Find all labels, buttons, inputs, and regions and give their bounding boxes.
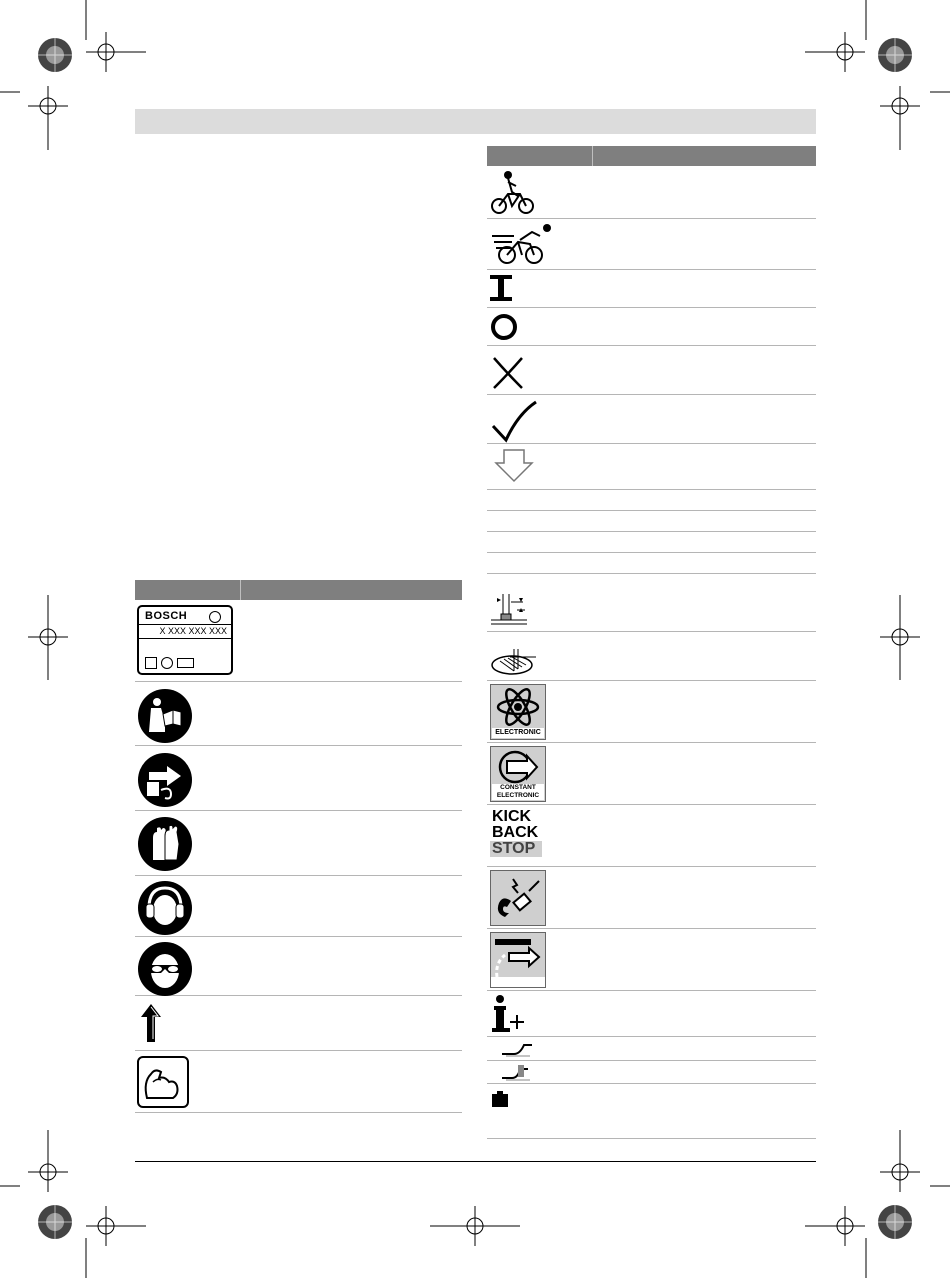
constant-label-line1: CONSTANT [500,784,536,791]
guide-rail-icon [490,932,546,988]
type-plate-ce-mark [209,611,221,623]
weight-icon [491,1090,509,1108]
arrow-down-icon [494,449,534,483]
read-manual-icon [137,688,193,744]
switch-on-icon [490,275,512,301]
gloves-icon [137,816,193,872]
allowed-icon [490,400,538,444]
constant-label-line2: ELECTRONIC [496,792,540,799]
constant-electronic-badge-icon [490,746,546,802]
unplug-icon [137,752,193,808]
arrow-up-icon [140,1003,162,1043]
type-plate-icon [137,605,233,675]
left-table-header [135,580,462,600]
type-plate-number: X XXX XXX XXX [159,626,227,636]
kick-label: KICK [492,808,532,825]
footer-rule [135,1161,816,1162]
stage-1-icon [500,1039,534,1057]
constant-electronic-label [492,784,544,800]
magnet-plug-icon [490,870,546,926]
cyclist-fast-icon [490,222,554,266]
page-header-bar [135,109,816,134]
switch-off-icon [490,313,520,343]
electronic-badge-icon [490,684,546,740]
right-table-header [487,146,816,166]
cyclist-slow-icon [490,170,536,216]
electronic-label: ELECTRONIC [492,728,544,738]
not-allowed-icon [490,354,526,390]
ear-protection-icon [137,880,193,936]
accessories-icon [490,994,530,1034]
kickback-stop-icon [490,809,544,861]
cutting-depth-icon [489,594,529,628]
arm-strength-icon [137,1056,189,1108]
back-label: BACK [492,824,539,841]
blade-angle-icon [490,647,538,675]
stage-2-icon [500,1063,534,1081]
stop-label: STOP [490,841,542,857]
type-plate-brand: BOSCH [145,610,188,622]
eye-protection-icon [137,941,193,997]
